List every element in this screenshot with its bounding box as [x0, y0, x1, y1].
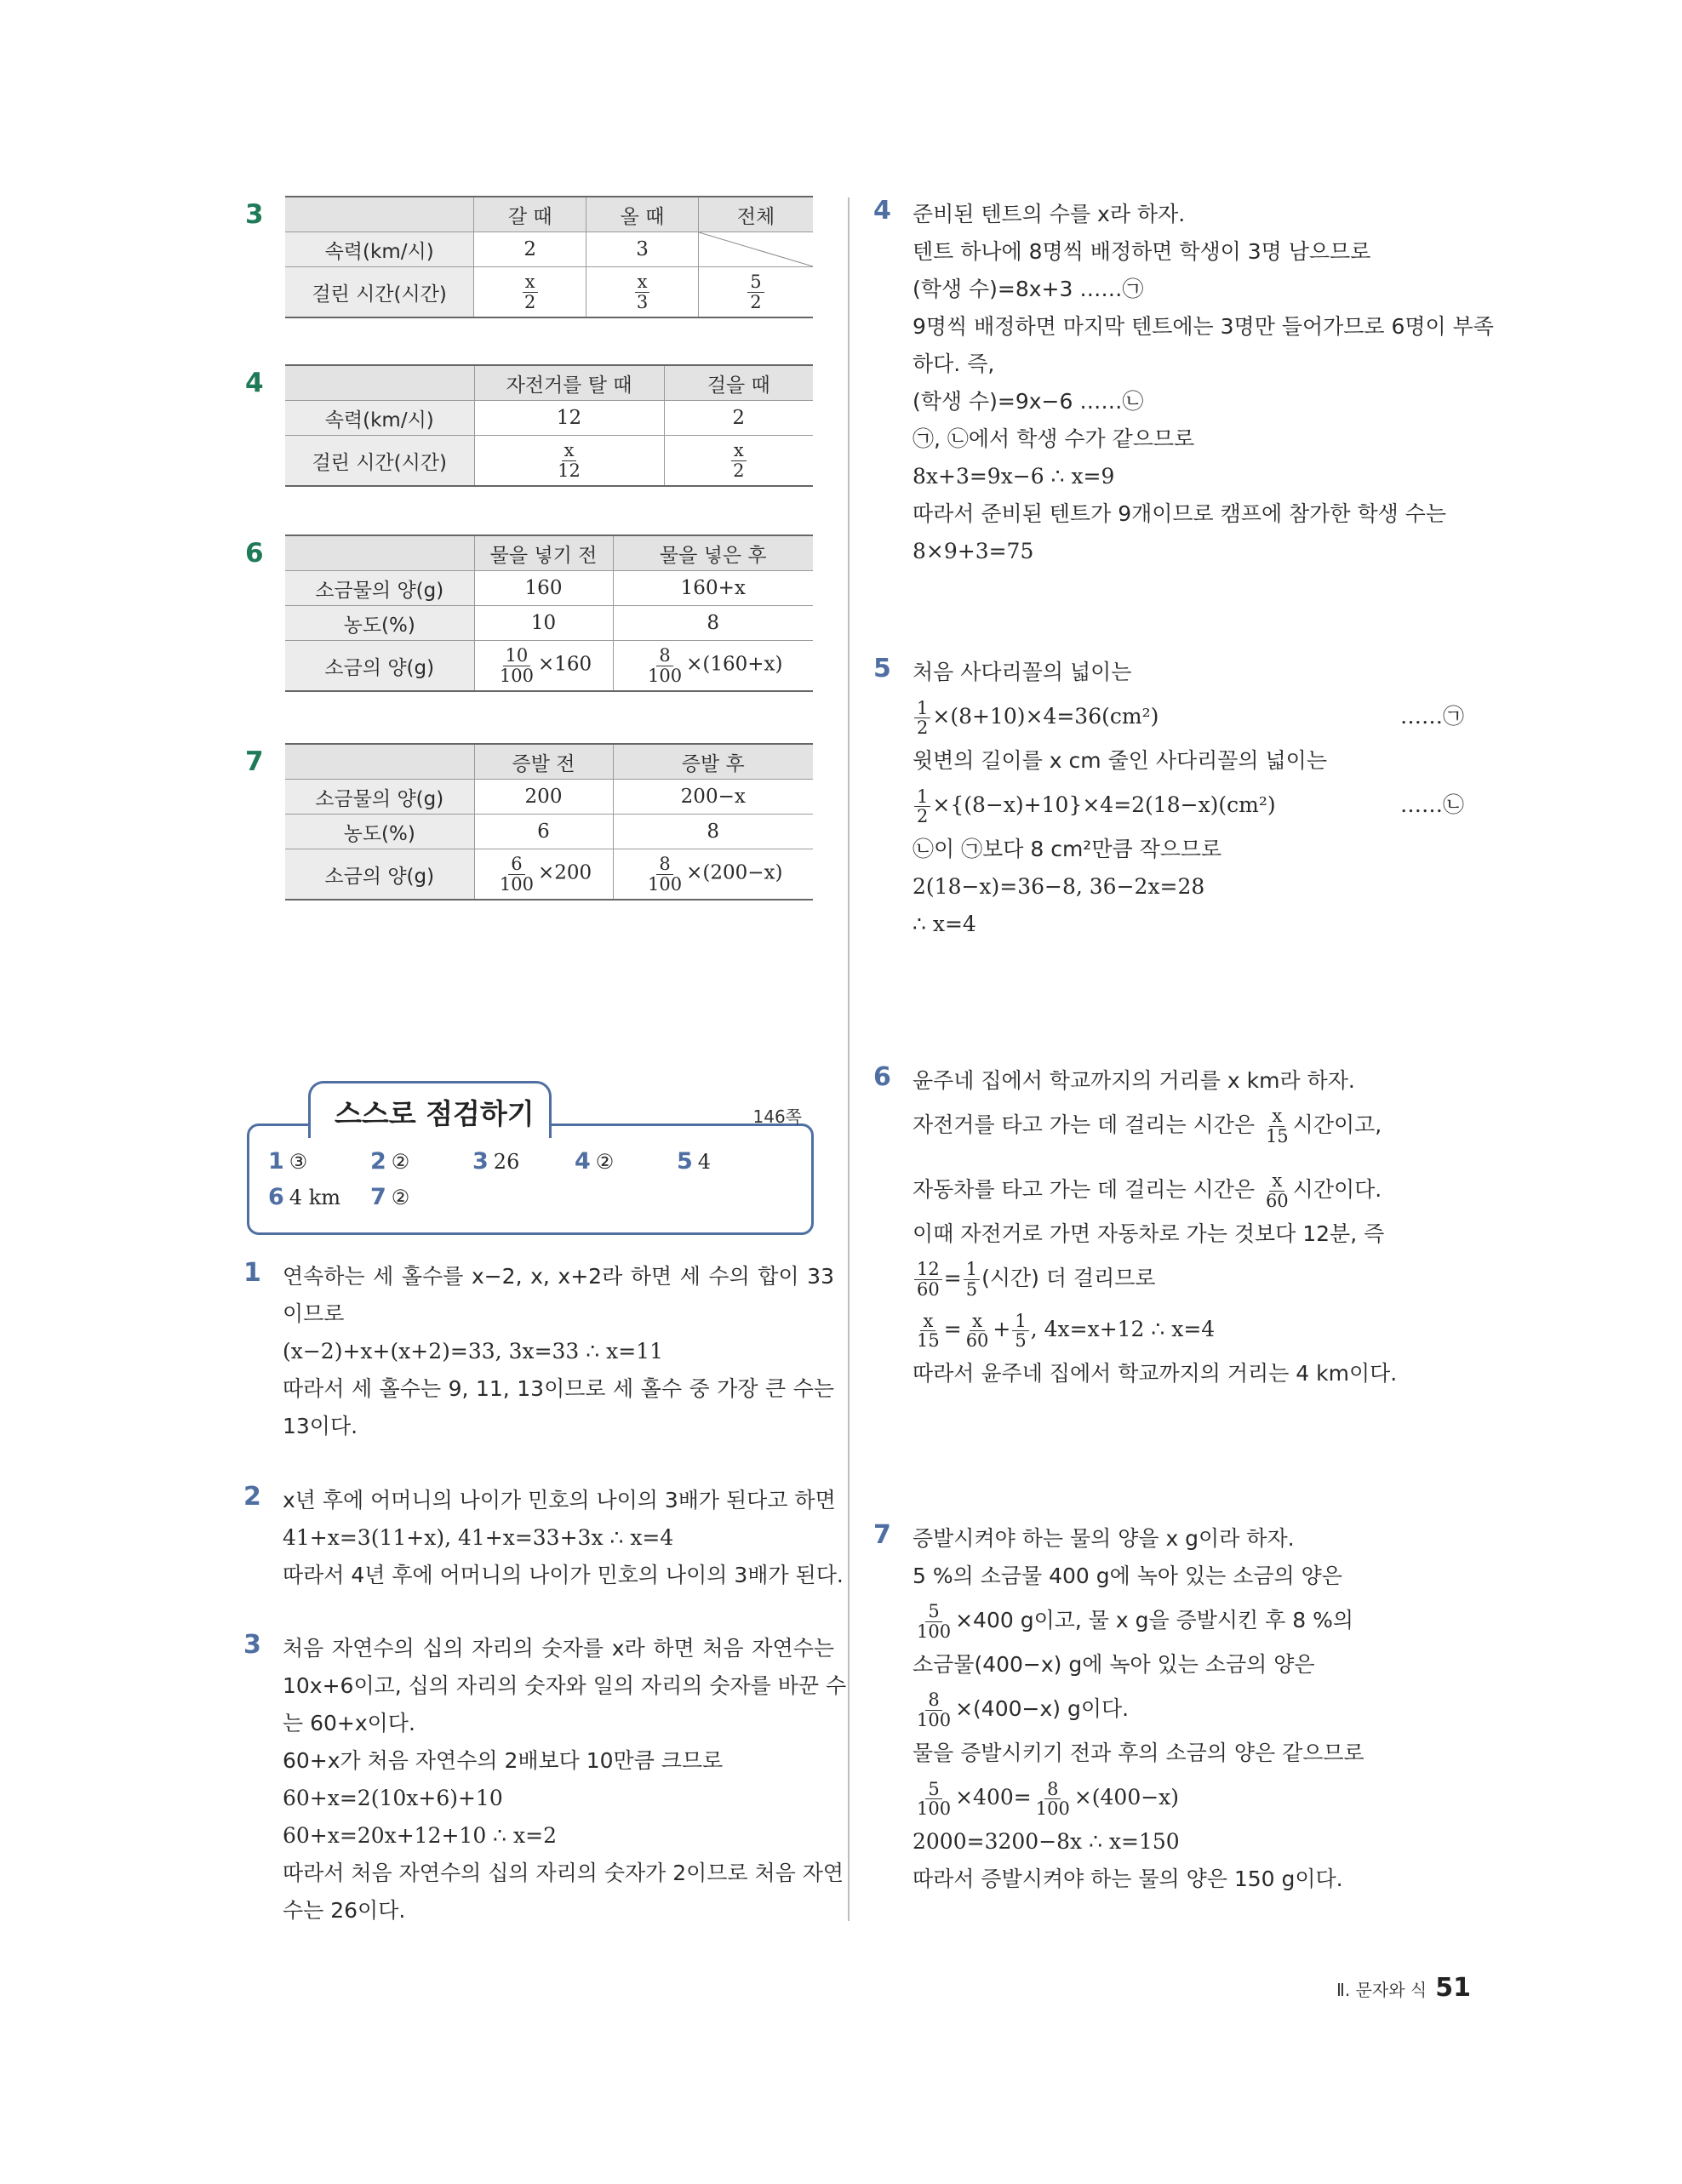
- equation-line: [913, 1253, 1464, 1304]
- fraction: [497, 855, 536, 893]
- answer-item: [370, 1148, 409, 1175]
- answer-number: 7: [370, 1184, 386, 1210]
- equation-line: 2000=3200−8x ∴ x=150: [913, 1829, 1180, 1854]
- numerator: 5: [747, 272, 764, 292]
- row-label: 걸린 시간(시간): [285, 267, 474, 318]
- numerator: 8: [656, 855, 672, 874]
- fraction: [914, 1602, 953, 1640]
- numerator: 1: [964, 1260, 980, 1279]
- table-7: [285, 743, 813, 900]
- text-line: 따라서 준비된 텐트가 9개이므로 캠프에 참가한 학생 수는: [913, 501, 1446, 526]
- answer-number: 5: [677, 1148, 693, 1175]
- denominator: 12: [558, 460, 581, 481]
- page-reference: 146쪽: [752, 1106, 802, 1127]
- fraction: [914, 1260, 942, 1298]
- expression: ×(160+x): [686, 654, 783, 676]
- cell: 200: [474, 780, 613, 815]
- cell: 160: [474, 571, 613, 606]
- table-4: [285, 364, 813, 487]
- fraction: [1263, 1106, 1291, 1145]
- header-cell: 증발 후: [613, 744, 813, 780]
- equation-line: 8x+3=9x−6 ∴ x=9: [913, 464, 1115, 489]
- fraction: [914, 699, 930, 737]
- denominator: 100: [1035, 1798, 1070, 1819]
- answer-item: [575, 1148, 614, 1175]
- equation-line: 60+x=20x+12+10 ∴ x=2: [283, 1823, 557, 1848]
- page-footer: [1336, 1973, 1471, 2003]
- denominator: 5: [1015, 1330, 1027, 1351]
- equation-line: [913, 1772, 1464, 1823]
- numerator: 8: [656, 646, 672, 666]
- numerator: x: [635, 272, 650, 292]
- equation-line: [913, 691, 1464, 742]
- equation-line: [913, 780, 1464, 831]
- answer-value: ②: [595, 1150, 615, 1174]
- fraction: [634, 272, 650, 311]
- solution-7: [873, 1520, 1464, 1898]
- equation-tag: ……㉡: [1399, 792, 1464, 817]
- cell: [664, 436, 813, 487]
- table-7-number: 7: [245, 746, 264, 777]
- solution-1: [243, 1258, 834, 1445]
- text-line: 준비된 텐트의 수를 x라 하자.: [913, 202, 1186, 226]
- fraction: [1012, 1312, 1028, 1350]
- text-fragment: 시간이고,: [1292, 1112, 1382, 1137]
- header-cell: 걸을 때: [664, 365, 813, 401]
- table-3: [285, 196, 813, 318]
- row-label: 소금의 양(g): [285, 641, 474, 692]
- fraction: [1263, 1171, 1291, 1209]
- fraction: [964, 1260, 980, 1298]
- denominator: 2: [750, 291, 762, 312]
- cell: [474, 849, 613, 900]
- table-6-number: 6: [245, 538, 264, 569]
- answer-number: 4: [575, 1148, 591, 1175]
- text-line: 소금물(400−x) g에 녹아 있는 소금의 양은: [913, 1652, 1315, 1677]
- text-line: 텐트 하나에 8명씩 배정하면 학생이 3명 남으므로: [913, 239, 1371, 264]
- text-line: 처음 자연수의 십의 자리의 숫자를 x라 하면 처음 자연수는: [283, 1636, 834, 1661]
- cell: [698, 267, 813, 318]
- diagonal-line: [699, 232, 813, 266]
- solution-number: 5: [873, 654, 891, 683]
- cell: 8: [613, 815, 813, 849]
- cell: [474, 641, 613, 692]
- text-fragment: (시간) 더 걸리므로: [981, 1266, 1156, 1290]
- numerator: x: [1269, 1106, 1284, 1126]
- row-label: 농도(%): [285, 815, 474, 849]
- header-cell: 올 때: [586, 197, 699, 232]
- text-line: 따라서 윤주네 집에서 학교까지의 거리는 4 km이다.: [913, 1361, 1398, 1386]
- text-line: 수는 26이다.: [283, 1898, 406, 1923]
- row-label: 소금물의 양(g): [285, 780, 474, 815]
- text-fragment: 자전거를 타고 가는 데 걸리는 시간은: [913, 1112, 1262, 1137]
- denominator: 3: [636, 291, 649, 312]
- denominator: 100: [917, 1621, 952, 1642]
- equation-line: (학생 수)=8x+3 ……㉠: [913, 277, 1144, 301]
- text-line: 따라서 처음 자연수의 십의 자리의 숫자가 2이므로 처음 자연: [283, 1861, 844, 1885]
- numerator: 8: [925, 1690, 941, 1710]
- text-line: 13이다.: [283, 1414, 358, 1438]
- cell: [586, 267, 699, 318]
- denominator: 100: [648, 665, 683, 686]
- fraction: [645, 646, 684, 684]
- cell: 2: [474, 232, 586, 267]
- equation-line: [913, 1595, 1464, 1646]
- numerator: 5: [925, 1780, 941, 1799]
- numerator: x: [731, 441, 747, 460]
- text-line: 따라서 4년 후에 어머니의 나이가 민호의 나이의 3배가 된다.: [283, 1563, 844, 1587]
- answer-value: ②: [391, 1186, 410, 1209]
- answer-item: [370, 1184, 409, 1210]
- cell: 12: [474, 401, 664, 436]
- numerator: 1: [1012, 1312, 1028, 1331]
- equation-line: ∴ x=4: [913, 912, 976, 936]
- solution-3: [243, 1630, 847, 1930]
- answer-number: 1: [268, 1148, 284, 1175]
- fraction: [497, 646, 536, 684]
- text-line: 따라서 세 홀수는 9, 11, 13이므로 세 홀수 중 가장 큰 수는: [283, 1376, 834, 1401]
- fraction: [730, 441, 747, 479]
- answer-value: 4 km: [289, 1186, 340, 1209]
- numerator: 6: [508, 855, 524, 874]
- numerator: 1: [914, 699, 930, 718]
- numerator: 5: [925, 1602, 941, 1621]
- text-line: [913, 1100, 1464, 1151]
- solution-4: [873, 196, 1494, 570]
- row-label: 걸린 시간(시간): [285, 436, 474, 487]
- equation-line: (학생 수)=9x−6 ……㉡: [913, 389, 1144, 414]
- text-line: 윤주네 집에서 학교까지의 거리를 x km라 하자.: [913, 1068, 1355, 1093]
- equation-tag: ……㉠: [1399, 704, 1464, 729]
- text-line: 이므로: [283, 1301, 345, 1326]
- numerator: x: [562, 441, 577, 460]
- table-6: [285, 535, 813, 692]
- answer-number: 2: [370, 1148, 386, 1175]
- denominator: 60: [917, 1278, 940, 1300]
- text-line: 5 %의 소금물 400 g에 녹아 있는 소금의 양은: [913, 1564, 1342, 1588]
- expression: ×200: [537, 862, 592, 884]
- text-line: 60+x가 처음 자연수의 2배보다 10만큼 크므로: [283, 1748, 724, 1773]
- fraction: [914, 1690, 953, 1729]
- text-line: [913, 1164, 1464, 1215]
- equation-line: 60+x=2(10x+6)+10: [283, 1786, 503, 1810]
- equation-line: [913, 1684, 1464, 1735]
- cell: 10: [474, 606, 613, 641]
- solution-number: 1: [243, 1258, 261, 1288]
- text-line: 물을 증발시키기 전과 후의 소금의 양은 같으므로: [913, 1741, 1364, 1765]
- text-line: 증발시켜야 하는 물의 양을 x g이라 하자.: [913, 1526, 1295, 1551]
- solution-number: 4: [873, 196, 891, 226]
- solution-5: [873, 654, 1464, 943]
- cell: [613, 641, 813, 692]
- cell: 3: [586, 232, 699, 267]
- text-fragment: 자동차를 타고 가는 데 걸리는 시간은: [913, 1177, 1262, 1202]
- denominator: 5: [965, 1278, 978, 1300]
- chapter-label: Ⅱ. 문자와 식: [1336, 1980, 1427, 2000]
- header-cell: 물을 넣은 후: [613, 535, 813, 571]
- fraction: [747, 272, 764, 311]
- expression: ×(400−x): [1073, 1785, 1180, 1810]
- denominator: 2: [524, 291, 536, 312]
- header-cell: 전체: [698, 197, 813, 232]
- denominator: 2: [917, 806, 929, 826]
- numerator: x: [920, 1312, 935, 1331]
- row-label: 속력(km/시): [285, 232, 474, 267]
- cell: 2: [664, 401, 813, 436]
- text-line: 따라서 증발시켜야 하는 물의 양은 150 g이다.: [913, 1867, 1343, 1891]
- cell: 8: [613, 606, 813, 641]
- expression: ×{(8−x)+10}×4=2(18−x)(cm²): [932, 792, 1276, 817]
- denominator: 100: [499, 873, 534, 895]
- text-fragment: 시간이다.: [1292, 1177, 1382, 1202]
- answer-value: 26: [493, 1150, 520, 1174]
- expression: ×160: [537, 654, 592, 676]
- denominator: 60: [965, 1330, 989, 1351]
- header-cell: 증발 전: [474, 744, 613, 780]
- text-fragment: ×(400−x) g이다.: [955, 1696, 1130, 1721]
- cell: 160+x: [613, 571, 813, 606]
- equation-line: 2(18−x)=36−8, 36−2x=28: [913, 874, 1205, 899]
- fraction: [555, 441, 583, 479]
- denominator: 15: [917, 1330, 940, 1351]
- text-fragment: ×400 g이고, 물 x g을 증발시킨 후 8 %의: [955, 1608, 1353, 1632]
- numerator: 12: [914, 1260, 942, 1279]
- row-label: 농도(%): [285, 606, 474, 641]
- table-3-number: 3: [245, 199, 264, 230]
- denominator: 60: [1265, 1190, 1289, 1211]
- numerator: x: [970, 1312, 985, 1331]
- expression: ×(200−x): [686, 862, 783, 884]
- denominator: 15: [1265, 1125, 1289, 1146]
- text-line: 10x+6이고, 십의 자리의 숫자와 일의 자리의 숫자를 바꾼 수: [283, 1673, 847, 1698]
- page-number: 51: [1435, 1973, 1471, 2003]
- solution-number: 7: [873, 1520, 891, 1550]
- numerator: x: [1269, 1171, 1284, 1191]
- equation-line: 8×9+3=75: [913, 539, 1034, 563]
- text-line: ㉡이 ㉠보다 8 cm²만큼 작으므로: [913, 837, 1222, 861]
- text-line: x년 후에 어머니의 나이가 민호의 나이의 3배가 된다고 하면: [283, 1488, 836, 1512]
- column-divider: [848, 197, 850, 1921]
- fraction: [914, 1780, 953, 1818]
- solution-6: [873, 1062, 1464, 1392]
- solution-number: 6: [873, 1062, 891, 1092]
- equation-line: $\frac{x}{15}$ = $\frac{x}{60}$ + $\frac{1}{5}$ , 4x=x+12 ∴ x=4: [913, 1304, 1464, 1355]
- operator: =: [943, 1266, 962, 1290]
- expression: , 4x=x+12 ∴ x=4: [1030, 1317, 1216, 1341]
- answer-number: 3: [472, 1148, 489, 1175]
- answer-value: ③: [289, 1150, 308, 1174]
- diagonal-cell: [698, 232, 813, 267]
- answer-item: [472, 1148, 519, 1175]
- self-check-title: 스스로 점검하기: [335, 1097, 535, 1130]
- denominator: 100: [499, 665, 534, 686]
- table-4-number: 4: [245, 368, 264, 398]
- cell: [613, 849, 813, 900]
- answer-box: [247, 1123, 814, 1235]
- numerator: 10: [503, 646, 531, 666]
- cell: [474, 436, 664, 487]
- answer-value: ②: [391, 1150, 410, 1174]
- answer-item: [268, 1184, 340, 1210]
- numerator: x: [523, 272, 538, 292]
- answer-item: [677, 1148, 711, 1175]
- cell: 200−x: [613, 780, 813, 815]
- denominator: 2: [917, 718, 929, 738]
- text-line: ㉠, ㉡에서 학생 수가 같으므로: [913, 426, 1195, 451]
- fraction: [964, 1312, 992, 1350]
- expression: ×400=: [955, 1785, 1032, 1810]
- header-cell: 자전거를 탈 때: [474, 365, 664, 401]
- solution-2: [243, 1482, 844, 1594]
- cell: [474, 267, 586, 318]
- fraction: [645, 855, 684, 893]
- text-line: 는 60+x이다.: [283, 1711, 415, 1735]
- row-label: 속력(km/시): [285, 401, 474, 436]
- numerator: 1: [914, 787, 930, 807]
- denominator: 2: [733, 460, 745, 481]
- header-cell: 갈 때: [474, 197, 586, 232]
- row-label: 소금의 양(g): [285, 849, 474, 900]
- denominator: 100: [648, 873, 683, 895]
- text-line: 연속하는 세 홀수를 x−2, x, x+2라 하면 세 수의 합이 33: [283, 1264, 834, 1289]
- answer-number: 6: [268, 1184, 284, 1210]
- self-check-box: [247, 1081, 817, 1230]
- cell: 6: [474, 815, 613, 849]
- equation-line: 41+x=3(11+x), 41+x=33+3x ∴ x=4: [283, 1525, 674, 1550]
- fraction: [914, 1312, 942, 1350]
- text-line: 처음 사다리꼴의 넓이는: [913, 660, 1132, 684]
- answer-item: [268, 1148, 307, 1175]
- fraction: [1033, 1780, 1073, 1818]
- fraction: [522, 272, 538, 311]
- solution-number: 2: [243, 1482, 261, 1512]
- text-line: 하다. 즉,: [913, 352, 995, 376]
- denominator: 100: [917, 1709, 952, 1730]
- self-check-tab: [308, 1081, 552, 1138]
- numerator: 8: [1044, 1780, 1061, 1799]
- fraction: [914, 787, 930, 826]
- solution-number: 3: [243, 1630, 261, 1660]
- answer-value: 4: [697, 1150, 712, 1174]
- equation-line: (x−2)+x+(x+2)=33, 3x=33 ∴ x=11: [283, 1339, 663, 1364]
- header-cell: 물을 넣기 전: [474, 535, 613, 571]
- expression: ×(8+10)×4=36(cm²): [932, 704, 1159, 729]
- row-label: 소금물의 양(g): [285, 571, 474, 606]
- text-line: 윗변의 길이를 x cm 줄인 사다리꼴의 넓이는: [913, 748, 1327, 773]
- text-line: 이때 자전거로 가면 자동차로 가는 것보다 12분, 즉: [913, 1221, 1385, 1246]
- text-line: 9명씩 배정하면 마지막 텐트에는 3명만 들어가므로 6명이 부족: [913, 314, 1494, 339]
- denominator: 100: [917, 1798, 952, 1819]
